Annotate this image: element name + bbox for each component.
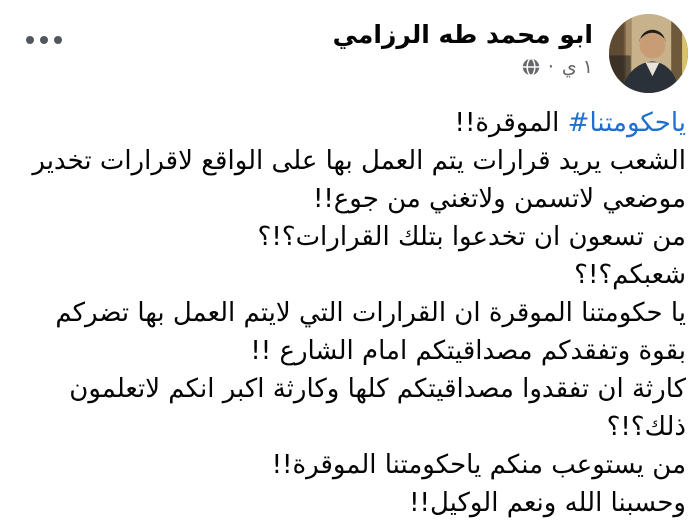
hashtag-link[interactable]: #ياحكومتنا — [567, 108, 686, 138]
post-paragraph: وحسبنا الله ونعم الوكيل!! — [409, 488, 686, 518]
hashtag-line-rest: الموقرة!! — [454, 108, 568, 138]
post-body — [10, 93, 690, 522]
avatar-image — [609, 14, 688, 93]
ellipsis-icon — [26, 36, 62, 44]
author-name[interactable]: ابو محمد طه الرزامي — [332, 20, 593, 49]
post-header — [10, 12, 690, 93]
dot — [26, 36, 34, 44]
post-meta — [333, 54, 593, 80]
post-paragraph-hashtag-line — [14, 104, 686, 142]
avatar[interactable] — [609, 14, 688, 93]
meta-separator: · — [547, 56, 554, 78]
post-paragraph: كارثة ان تفقدوا مصداقيتكم كلها وكارثة اكبر انكم لاتعلمون ذلك؟!؟ — [69, 374, 686, 442]
post-paragraph: من يستوعب منكم ياحكومتنا الموقرة!! — [271, 450, 686, 480]
dot — [54, 36, 62, 44]
timestamp[interactable]: ١ ي — [561, 56, 593, 78]
dot — [40, 36, 48, 44]
post-paragraph: يا حكومتنا الموقرة ان القرارات التي لايتم العمل بها تضركم بقوة وتفقدكم مصداقيتكم امام الشارع !! — [55, 298, 686, 366]
header-text-block — [333, 14, 593, 80]
globe-icon — [522, 58, 540, 76]
post-paragraph: من تسعون ان تخدعوا بتلك القرارات؟!؟ — [257, 222, 686, 252]
post-paragraph: شعبكم؟!؟ — [574, 260, 686, 290]
post-menu-button[interactable] — [22, 32, 66, 48]
post-paragraph: الشعب يريد قرارات يتم العمل بها على الواقع لاقرارات تخدير موضعي لاتسمن ولاتغني من جوع!! — [32, 146, 686, 214]
